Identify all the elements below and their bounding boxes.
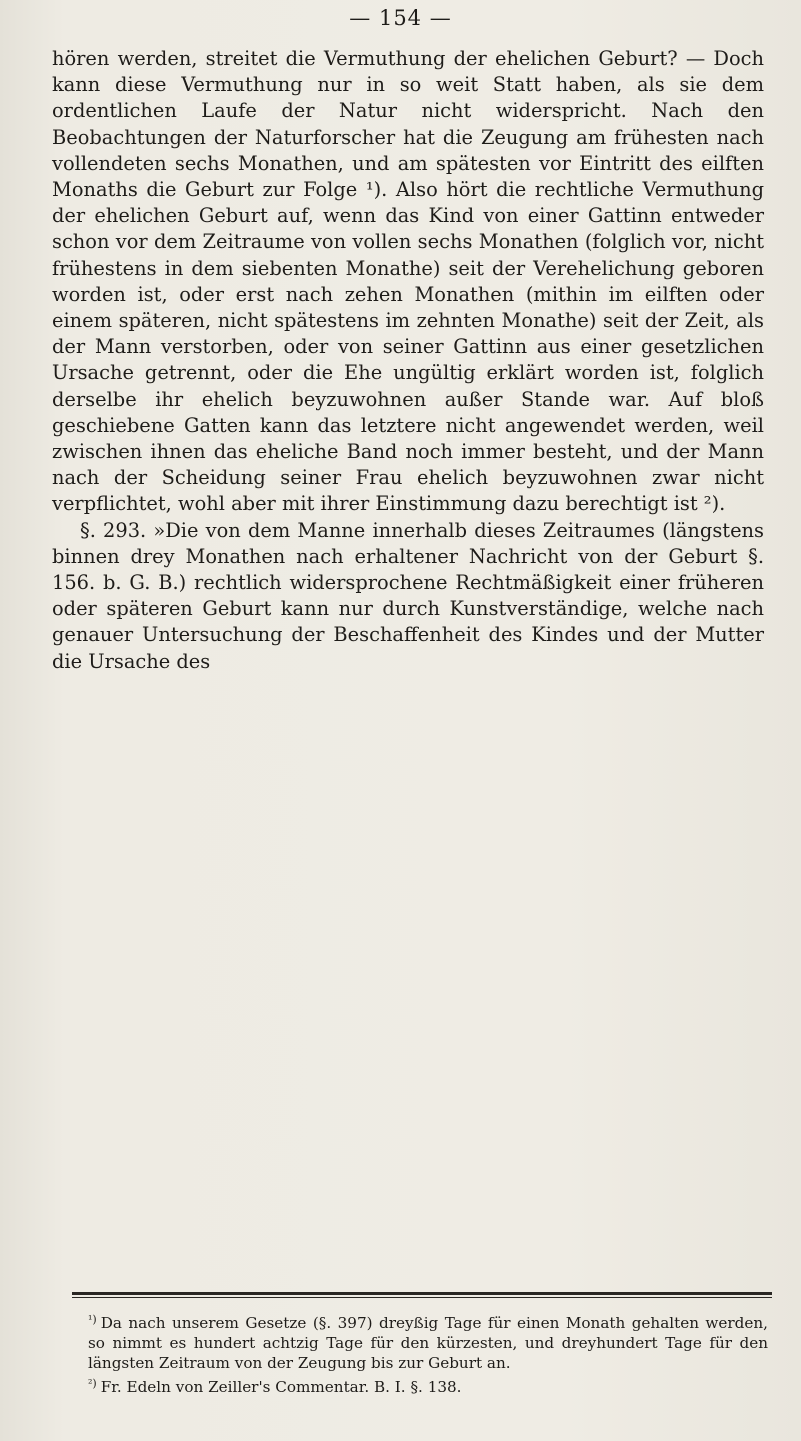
footnote-separator-thick xyxy=(72,1292,772,1295)
paragraph-2: §. 293. »Die von dem Manne innerhalb dieses Zeitraumes (längstens binnen drey Monathen nach erhaltener Nachricht von der Geburt §. 156. b. G. B.) rechtlich widersprochene Rechtmäßigkeit einer früheren oder späteren Geburt kann nur durch Kunstverständige, welche nach genauer Untersuchung der Beschaffenheit des Kindes und der Mutter die Ursache des xyxy=(52,518,764,673)
footnote-1-mark: ¹) xyxy=(88,1313,97,1326)
footnotes xyxy=(88,1310,768,1397)
main-text xyxy=(52,46,764,675)
footnote-separator-thin xyxy=(72,1297,772,1298)
footnote-1 xyxy=(88,1310,768,1374)
footnote-1-text: Da nach unserem Gesetze (§. 397) dreyßig Tage für einen Monath gehalten werden, so nimmt es hundert achtzig Tage für den kürzesten, und dreyhundert Tage für den längsten Zeitraum von der Zeugung bis zur Geburt an. xyxy=(88,1314,768,1373)
page-number: — 154 — xyxy=(349,6,452,30)
footnote-2 xyxy=(88,1374,768,1397)
footnote-2-text: Fr. Edeln von Zeiller's Commentar. B. I. §. 138. xyxy=(100,1377,462,1396)
footnote-2-mark: ²) xyxy=(88,1376,97,1390)
paragraph-1: hören werden, streitet die Vermuthung der ehelichen Geburt? — Doch kann diese Vermuthung nur in so weit Statt haben, als sie dem ordentlichen Laufe der Natur nicht widerspricht. Nach den Beobachtungen der Naturforscher hat die Zeugung am frühesten nach vollendeten sechs Monathen, und am spätesten vor Eintritt des eilften Monaths die Geburt zur Folge ¹). Also hört die rechtliche Vermuthung der ehelichen Geburt auf, wenn das Kind von einer Gattinn entweder schon vor dem Zeitraume von vollen sechs Monathen (folglich vor, nicht frühestens in dem siebenten Monathe) seit der Verehelichung geboren worden ist, oder erst nach zehen Monathen (mithin im eilften oder einem späteren, nicht spätestens im zehnten Monathe) seit der Zeit, als der Mann verstorben, oder von seiner Gattinn aus einer gesetzlichen Ursache getrennt, oder die Ehe ungültig erklärt worden ist, folglich derselbe ihr ehelich beyzuwohnen außer Stande war. Auf bloß geschiebene Gatten kann das letztere nicht angewendet werden, weil zwischen ihnen das eheliche Band noch immer besteht, und der Mann nach der Scheidung seiner Frau ehelich beyzuwohnen zwar nicht verpflichtet, wohl aber mit ihrer Einstimmung dazu berechtigt ist ²). xyxy=(52,47,764,516)
